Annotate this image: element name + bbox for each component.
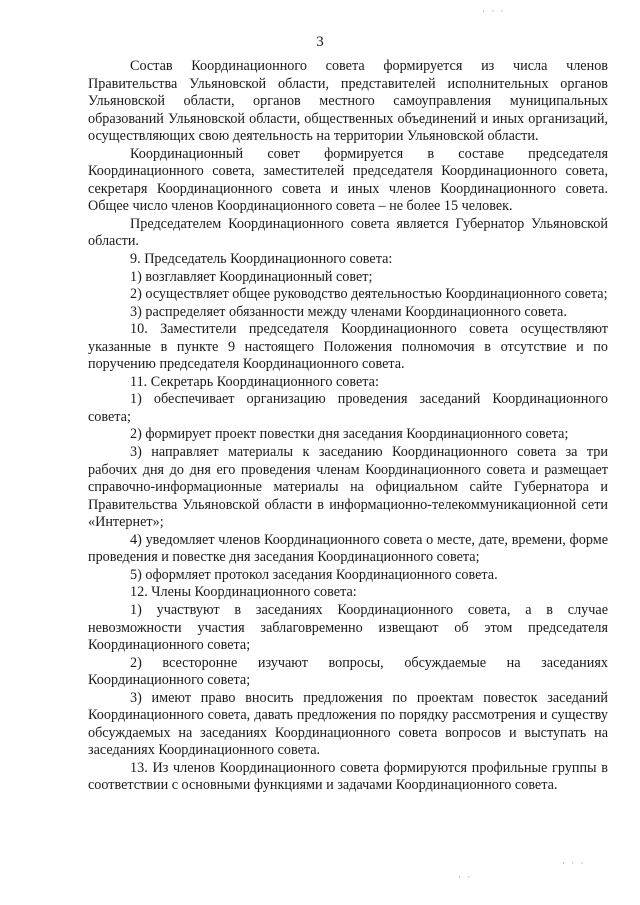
- paragraph: 1) обеспечивает организацию проведения заседаний Координационного совета;: [88, 391, 608, 425]
- paragraph: 10. Заместители председателя Координационного совета осуществляют указанные в пункте 9 настоящего Положения полномочия в отсутствие и по поручению председателя Координационного совета.: [88, 321, 608, 373]
- paragraph: 1) участвуют в заседаниях Координационного совета, а в случае невозможности участия заблаговременно извещают об этом председателя Координационного совета;: [88, 601, 608, 654]
- paragraph: 4) уведомляет членов Координационного совета о месте, дате, времени, форме проведения и повестке дня заседания Координационного совета;: [88, 531, 608, 566]
- paragraph: 13. Из членов Координационного совета формируются профильные группы в соответствии с основными функциями и задачами Координационного совета.: [88, 759, 608, 794]
- paragraph: Координационный совет формируется в составе председателя Координационного совета, заместителей председателя Координационного совета, секретаря Координационного совета и иных членов Координационного совета. Общее число членов Координационного совета – не более 15 человек.: [88, 145, 608, 215]
- paragraph: 11. Секретарь Координационного совета:: [130, 373, 379, 390]
- paragraph: 2) осуществляет общее руководство деятельностью Координационного совета;: [130, 286, 608, 303]
- paragraph: 3) имеют право вносить предложения по проектам повесток заседаний Координационного совета, давать предложения по порядку рассмотрения и существу обсуждаемых на заседаниях Координационного совета вопросов и выступать на заседаниях Координационного совета.: [88, 689, 608, 759]
- paragraph: 9. Председатель Координационного совета:: [130, 251, 393, 268]
- scan-specks: · · ·: [562, 858, 586, 868]
- scan-specks: · · ·: [482, 6, 506, 16]
- paragraph: 2) всесторонне изучают вопросы, обсуждаемые на заседаниях Координационного совета;: [88, 654, 608, 689]
- paragraph: 5) оформляет протокол заседания Координационного совета.: [130, 566, 498, 583]
- paragraph: 1) возглавляет Координационный совет;: [130, 268, 373, 285]
- paragraph: 3) направляет материалы к заседанию Координационного совета за три рабочих дня до дня его проведения членам Координационного совета и размещает справочно-информационные материалы на официальном сайте Губернатора и Правительства Ульяновской области в информационно-телекоммуникационной сети «Интернет»;: [88, 444, 608, 531]
- scan-specks: · ·: [458, 872, 473, 882]
- paragraph: Состав Координационного совета формируется из числа членов Правительства Ульяновской области, представителей исполнительных органов Ульяновской области, органов местного самоуправления муниципальных образований Ульяновской области, общественных объединений и иных организаций, осуществляющих свою деятельность на территории Ульяновской области.: [88, 58, 608, 145]
- paragraph: Председателем Координационного совета является Губернатор Ульяновской области.: [88, 215, 608, 250]
- page-number: 3: [316, 34, 324, 50]
- paragraph: 2) формирует проект повестки дня заседания Координационного совета;: [130, 426, 569, 443]
- paragraph: 12. Члены Координационного совета:: [130, 584, 357, 601]
- paragraph: 3) распределяет обязанности между членами Координационного совета.: [130, 303, 567, 320]
- document-body: [88, 58, 608, 795]
